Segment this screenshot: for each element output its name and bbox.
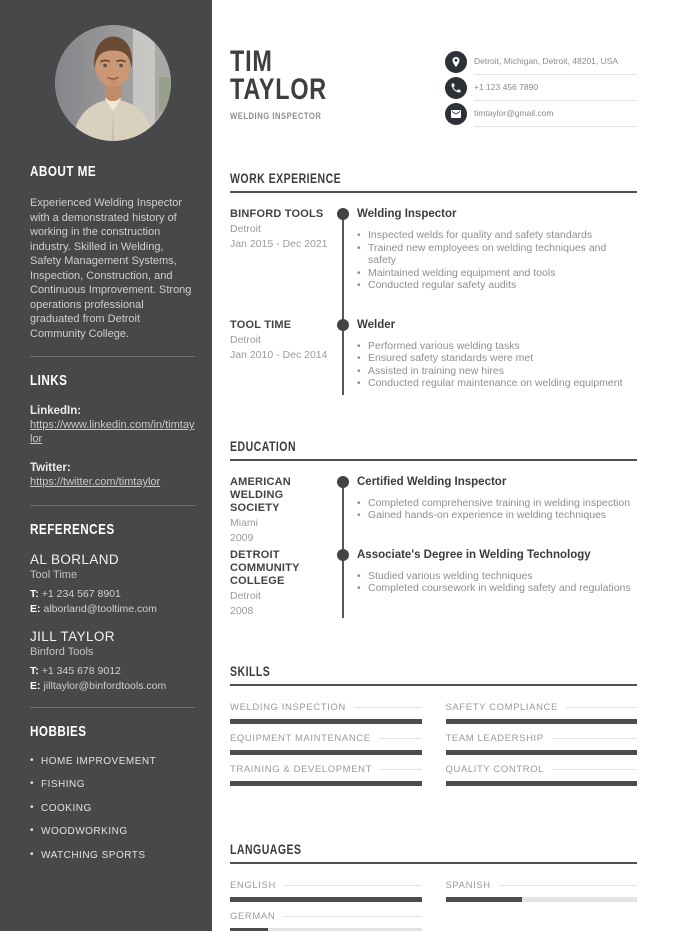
bullet-item: • Inspected welds for quality and safety standards xyxy=(357,229,637,242)
twitter-link[interactable]: https://twitter.com/timtaylor xyxy=(30,476,161,488)
skill-bar xyxy=(446,719,638,724)
language-bar xyxy=(230,928,422,931)
section-rule xyxy=(230,862,637,864)
phone-icon xyxy=(445,77,467,99)
school-location: Detroit xyxy=(230,589,261,602)
graduation-year: 2008 xyxy=(230,604,254,617)
job-title: WELDING INSPECTOR xyxy=(230,111,322,121)
skill-bar xyxy=(230,719,422,724)
degree-bullets xyxy=(357,570,637,595)
reference-phone: T: +1 345 678 9012 xyxy=(30,664,121,677)
skill-bar xyxy=(230,781,422,786)
profile-photo xyxy=(55,25,171,141)
skills-grid xyxy=(230,702,637,786)
hobby-item: • FISHING xyxy=(30,779,195,790)
skill-item xyxy=(446,764,638,786)
job-role: Welding Inspector xyxy=(357,208,457,220)
language-label: ENGLISH xyxy=(230,880,422,891)
employment-dates: Jan 2010 - Dec 2014 xyxy=(230,348,328,361)
resume-header xyxy=(230,45,637,127)
sidebar-divider xyxy=(30,505,195,506)
school-location: Miami xyxy=(230,516,258,529)
language-item xyxy=(230,880,422,902)
language-label: SPANISH xyxy=(446,880,638,891)
about-heading: ABOUT ME xyxy=(30,163,97,180)
location-pin-icon xyxy=(445,51,467,73)
contact-row-phone xyxy=(445,75,637,101)
reference-company: Binford Tools xyxy=(30,645,94,658)
about-text: Experienced Welding Inspector with a demonstrated history of working in the construction industry. Skilled in Welding, Safety Management Systems, Inspection, Construction, and Continuous Improvement. Strong operations professional graduated from Detroit Community College. xyxy=(30,197,192,340)
link-item-twitter xyxy=(30,462,195,490)
skill-item xyxy=(230,733,422,755)
linkedin-link[interactable]: https://www.linkedin.com/in/timtaylor xyxy=(30,419,195,445)
skill-label: QUALITY CONTROL xyxy=(446,764,638,775)
name-block xyxy=(230,45,354,121)
hobbies-section xyxy=(30,723,195,861)
language-item xyxy=(230,911,422,931)
person-avatar xyxy=(55,25,171,141)
hobby-list xyxy=(30,756,195,861)
timeline-detail xyxy=(342,476,637,549)
reference-company: Tool Time xyxy=(30,568,78,581)
skill-bar xyxy=(230,750,422,755)
skill-label: TEAM LEADERSHIP xyxy=(446,733,638,744)
education-section xyxy=(230,439,637,618)
languages-section xyxy=(230,842,637,931)
skill-item xyxy=(446,733,638,755)
section-rule xyxy=(230,191,637,193)
contact-location: Detroit, Michigan, Detroit, 48201, USA xyxy=(474,49,637,75)
skill-label: WELDING INSPECTION xyxy=(230,702,422,713)
reference-item xyxy=(30,552,195,615)
links-heading: LINKS xyxy=(30,372,68,389)
sidebar-divider xyxy=(30,356,195,357)
last-name: TAYLOR xyxy=(230,73,328,106)
skills-heading: SKILLS xyxy=(230,663,271,679)
company-name: TOOL TIME xyxy=(230,318,292,331)
skill-label: EQUIPMENT MAINTENANCE xyxy=(230,733,422,744)
hobbies-heading: HOBBIES xyxy=(30,722,87,740)
contact-row-location xyxy=(445,49,637,75)
about-section xyxy=(30,163,195,341)
contact-block xyxy=(445,49,637,127)
link-item-linkedin xyxy=(30,405,195,446)
language-label: GERMAN xyxy=(230,911,422,922)
sidebar-divider xyxy=(30,707,195,708)
degree-bullets xyxy=(357,497,637,522)
job-role: Welder xyxy=(357,318,396,331)
language-item xyxy=(446,880,638,902)
work-entry xyxy=(230,208,637,319)
timeline-detail xyxy=(342,319,637,395)
timeline-detail xyxy=(342,208,637,319)
skill-item xyxy=(230,764,422,786)
languages-heading: LANGUAGES xyxy=(230,841,302,857)
link-label: LinkedIn: xyxy=(30,405,82,417)
bullet-item: • Performed various welding tasks xyxy=(357,340,637,353)
company-location: Detroit xyxy=(230,333,261,346)
main-content xyxy=(212,0,675,931)
education-entry xyxy=(230,549,637,618)
degree-title: Associate's Degree in Welding Technology xyxy=(357,548,591,561)
work-experience-section xyxy=(230,171,637,395)
skill-bar xyxy=(446,750,638,755)
company-location: Detroit xyxy=(230,223,261,235)
first-name: TIM xyxy=(230,45,273,78)
skill-item xyxy=(230,702,422,724)
timeline-detail xyxy=(342,549,637,618)
skill-label: TRAINING & DEVELOPMENT xyxy=(230,764,422,775)
contact-phone: +1 123 456 7890 xyxy=(474,75,637,101)
education-heading: EDUCATION xyxy=(230,438,297,454)
graduation-year: 2009 xyxy=(230,531,254,544)
sidebar xyxy=(0,0,212,931)
section-rule xyxy=(230,684,637,686)
language-bar xyxy=(446,897,638,902)
job-bullets xyxy=(357,229,637,292)
bullet-item: • Conducted regular maintenance on welding equipment xyxy=(357,377,637,390)
employment-dates: Jan 2015 - Dec 2021 xyxy=(230,238,328,250)
bullet-item: • Ensured safety standards were met xyxy=(357,352,637,365)
skill-label: SAFETY COMPLIANCE xyxy=(446,702,638,713)
skill-bar xyxy=(446,781,638,786)
email-icon xyxy=(445,103,467,125)
references-heading: REFERENCES xyxy=(30,520,115,538)
reference-email: E: alborland@tooltime.com xyxy=(30,602,157,615)
bullet-item: • Trained new employees on welding techniques and safety xyxy=(357,242,637,267)
education-entry xyxy=(230,476,637,549)
reference-name: JILL TAYLOR xyxy=(30,628,115,644)
contact-row-email xyxy=(445,101,637,127)
bullet-item: • Completed comprehensive training in welding inspection xyxy=(357,497,637,510)
degree-title: Certified Welding Inspector xyxy=(357,475,507,488)
bullet-item: • Assisted in training new hires xyxy=(357,365,637,378)
references-section xyxy=(30,521,195,692)
bullet-item: • Studied various welding techniques xyxy=(357,570,637,583)
bullet-item: • Maintained welding equipment and tools xyxy=(357,267,637,280)
reference-phone: T: +1 234 567 8901 xyxy=(30,587,121,600)
section-rule xyxy=(230,459,637,461)
bullet-item: • Completed coursework in welding safety and regulations xyxy=(357,582,637,595)
hobby-item: • HOME IMPROVEMENT xyxy=(30,756,195,767)
school-name: DETROIT COMMUNITY COLLEGE xyxy=(230,548,300,587)
links-section xyxy=(30,372,195,490)
hobby-item: • WOODWORKING xyxy=(30,826,195,837)
link-label: Twitter: xyxy=(30,462,71,474)
reference-name: AL BORLAND xyxy=(30,551,120,567)
reference-item xyxy=(30,629,195,692)
reference-email: E: jilltaylor@binfordtools.com xyxy=(30,679,167,692)
language-bar xyxy=(230,897,422,902)
hobby-item: • WATCHING SPORTS xyxy=(30,850,195,861)
company-name: BINFORD TOOLS xyxy=(230,208,324,220)
job-bullets xyxy=(357,340,637,390)
school-name: AMERICAN WELDING SOCIETY xyxy=(230,475,291,514)
work-entry xyxy=(230,319,637,395)
languages-grid xyxy=(230,880,637,931)
skill-item xyxy=(446,702,638,724)
skills-section xyxy=(230,664,637,786)
work-experience-heading: WORK EXPERIENCE xyxy=(230,171,342,186)
hobby-item: • COOKING xyxy=(30,803,195,814)
bullet-item: • Gained hands-on experience in welding techniques xyxy=(357,509,637,522)
bullet-item: • Conducted regular safety audits xyxy=(357,279,637,292)
contact-email: timtaylor@gmail.com xyxy=(474,101,637,127)
